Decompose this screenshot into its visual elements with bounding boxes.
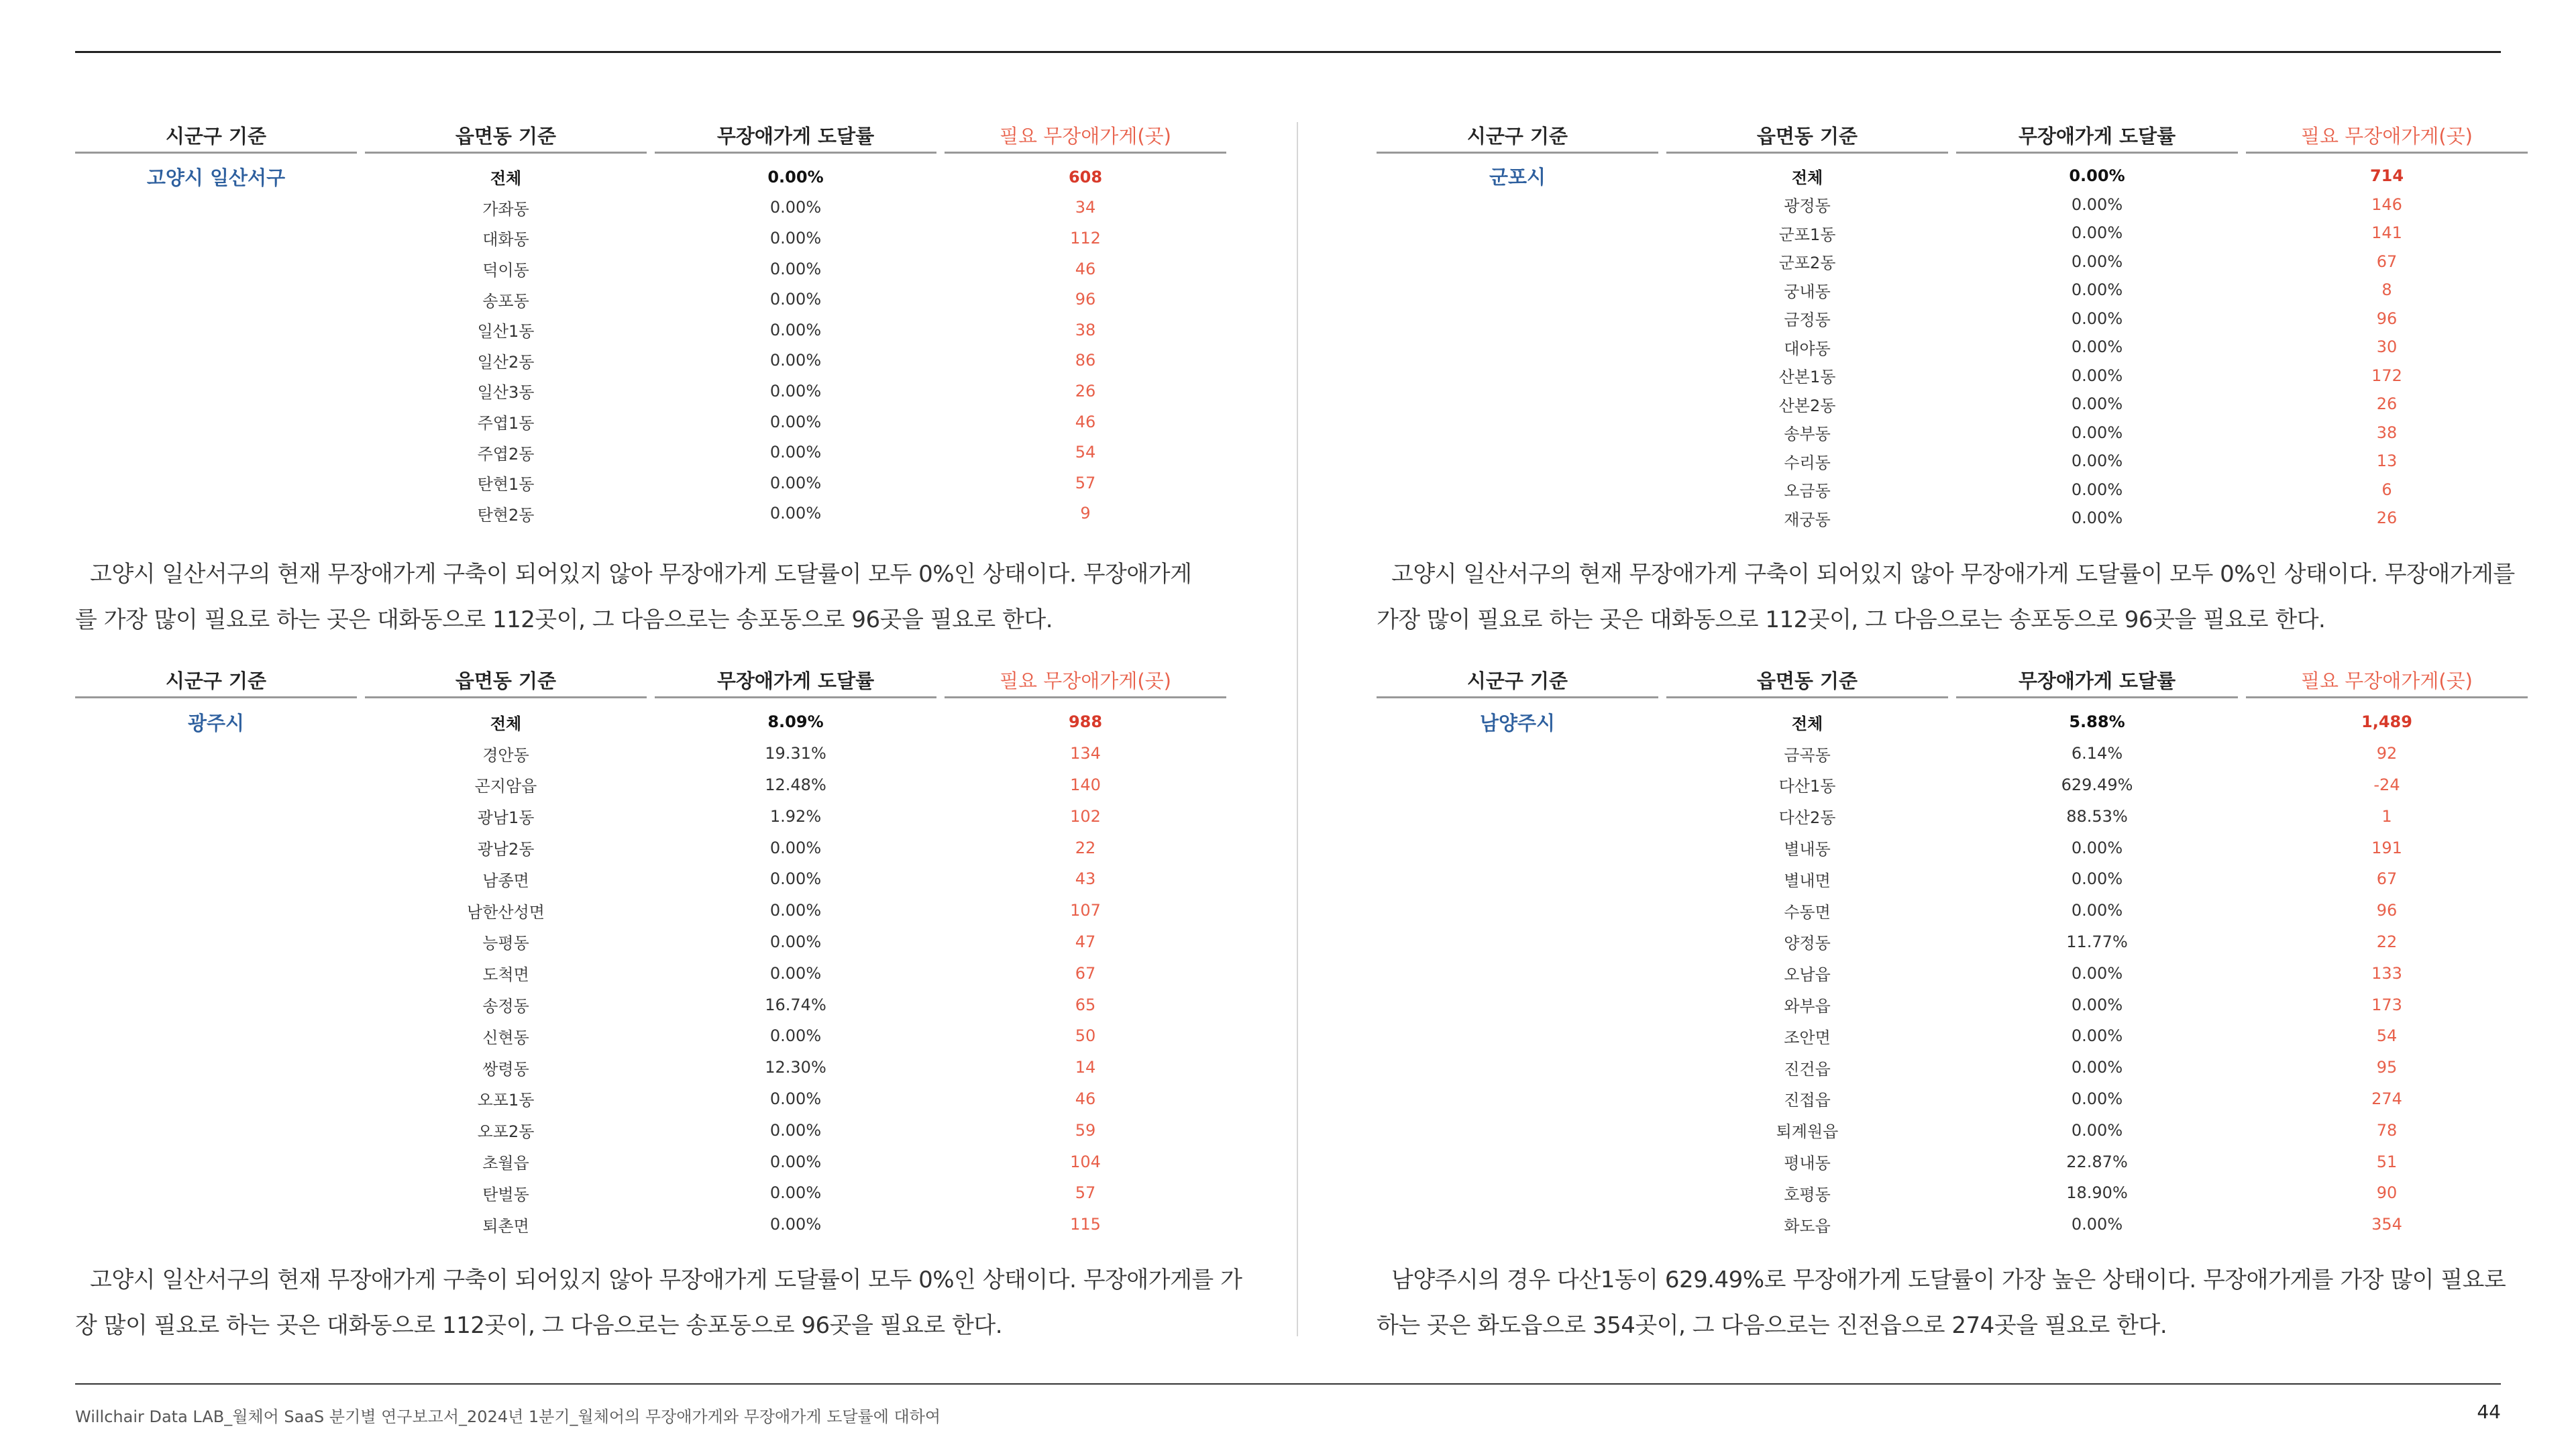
reach-rate: 0.00% — [769, 259, 822, 278]
paragraph-text: 고양시 일산서구의 현재 무장애가게 구축이 되어있지 않아 무장애가게 도달률이 모두 0%인 상태이다. 무장애가게를 가장 많이 필요로 하는 곳은 대화동으로 112곳이, 그 다음으로는 송포동으로 96곳을 필요로 한다. — [1377, 561, 2515, 633]
district-name: 일산3동 — [477, 383, 535, 402]
district-name: 군포1동 — [1778, 225, 1836, 244]
header-col1: 시군구 기준 — [1466, 124, 1568, 148]
needed-stores: 59 — [1075, 1120, 1096, 1140]
header-col4: 필요 무장애가게(곳) — [2301, 124, 2473, 148]
reach-rate: 12.30% — [765, 1058, 826, 1077]
table-row — [1377, 1020, 2529, 1052]
reach-rate: 0.00% — [2071, 995, 2123, 1014]
needed-stores: 102 — [1070, 806, 1101, 826]
table-row — [75, 1052, 1228, 1083]
table-row — [1377, 276, 2529, 305]
district-name: 광정동 — [1784, 197, 1831, 216]
needed-stores: 96 — [2376, 901, 2398, 920]
needed-stores: 112 — [1070, 228, 1101, 248]
header-col4: 필요 무장애가게(곳) — [2301, 669, 2473, 692]
table-row — [75, 957, 1228, 989]
reach-rate: 0.00% — [769, 504, 822, 523]
needed-stores: 146 — [2371, 195, 2402, 214]
district-name: 주엽1동 — [477, 414, 535, 433]
reach-rate: 0.00% — [769, 1152, 822, 1171]
reach-rate: 0.00% — [769, 869, 822, 889]
district-name: 일산1동 — [477, 322, 535, 341]
city-name: 남양주시 — [1479, 711, 1556, 735]
header-col3: 무장애가게 도달률 — [2018, 124, 2176, 148]
header-col2: 읍면동 기준 — [455, 669, 557, 692]
needed-stores: 67 — [2376, 252, 2398, 271]
header-underline — [945, 152, 1226, 154]
table-row — [75, 193, 1228, 223]
reach-rate: 19.31% — [765, 744, 826, 763]
table-header — [75, 118, 1228, 152]
header-underline — [2246, 152, 2528, 154]
reach-rate: 0.00% — [769, 1120, 822, 1140]
header-underline — [1956, 696, 2238, 698]
header-underline — [365, 152, 647, 154]
reach-rate: 0.00% — [769, 320, 822, 339]
district-name: 별내면 — [1784, 871, 1831, 890]
reach-rate: 0.00% — [2071, 423, 2123, 442]
reach-rate: 0.00% — [2071, 508, 2123, 528]
district-name: 남종면 — [482, 871, 529, 890]
reach-rate: 0.00% — [2071, 394, 2123, 414]
reach-rate: 0.00% — [769, 473, 822, 492]
district-name: 궁내동 — [1784, 282, 1831, 301]
reach-rate: 6.14% — [2071, 744, 2123, 763]
table-row — [1377, 832, 2529, 863]
table-row — [75, 437, 1228, 468]
needed-stores: 46 — [1075, 259, 1096, 278]
district-name: 평내동 — [1784, 1154, 1831, 1173]
needed-stores: 46 — [1075, 412, 1096, 431]
table-row — [1377, 362, 2529, 390]
reach-rate: 0.00% — [769, 932, 822, 951]
header-col1: 시군구 기준 — [165, 669, 267, 692]
reach-rate: 88.53% — [2066, 806, 2128, 826]
header-underlines — [1377, 696, 2529, 698]
paragraph-gwangju — [75, 1257, 1242, 1348]
needed-stores: 22 — [2376, 932, 2398, 951]
district-name: 남한산성면 — [467, 902, 545, 922]
top-rule — [75, 51, 2501, 53]
header-underline — [1666, 152, 1948, 154]
table-row — [75, 1083, 1228, 1115]
reach-rate: 0.00% — [769, 1215, 822, 1234]
table-row — [1377, 769, 2529, 801]
needed-stores: 95 — [2376, 1058, 2398, 1077]
needed-stores: 104 — [1070, 1152, 1101, 1171]
district-name: 도척면 — [482, 965, 529, 985]
header-underlines — [1377, 152, 2529, 154]
needed-stores: 65 — [1075, 995, 1096, 1014]
table-header — [1377, 118, 2529, 152]
district-name: 덕이동 — [482, 261, 529, 280]
reach-rate: 629.49% — [2061, 775, 2133, 794]
table-row — [1377, 1209, 2529, 1240]
needed-stores: 26 — [1075, 381, 1096, 400]
needed-stores: 1 — [2381, 806, 2392, 826]
needed-stores: 34 — [1075, 198, 1096, 217]
district-name: 군포2동 — [1778, 254, 1836, 273]
table-row — [75, 769, 1228, 801]
district-name: 송정동 — [482, 997, 529, 1016]
reach-rate: 0.00% — [769, 1089, 822, 1108]
city-name: 고양시 일산서구 — [146, 166, 286, 190]
table-row — [75, 1209, 1228, 1240]
district-name: 화도읍 — [1784, 1216, 1831, 1236]
reach-rate: 0.00% — [2071, 901, 2123, 920]
needed-stores: 107 — [1070, 901, 1101, 920]
needed-stores: 172 — [2371, 366, 2402, 385]
district-name: 전체 — [490, 714, 522, 733]
header-col3: 무장애가게 도달률 — [716, 124, 875, 148]
footer-title: Willchair Data LAB_월체어 SaaS 분기별 연구보고서_2024년 1분기_월체어의 무장애가게와 무장애가게 도달률에 대하여 — [75, 1407, 941, 1426]
table-row — [1377, 738, 2529, 769]
reach-rate: 1.92% — [769, 806, 822, 826]
district-name: 대화동 — [482, 230, 529, 250]
table-row-total — [1377, 706, 2529, 738]
reach-rate: 0.00% — [2071, 838, 2123, 857]
district-name: 주엽2동 — [477, 444, 535, 464]
needed-stores: 50 — [1075, 1026, 1096, 1046]
district-name: 산본1동 — [1778, 368, 1836, 387]
table-namyangju — [1377, 663, 2529, 1240]
district-name: 경안동 — [482, 745, 529, 765]
district-name: 곤지암읍 — [474, 777, 537, 796]
district-name: 쌍령동 — [482, 1059, 529, 1079]
district-name: 수동면 — [1784, 902, 1831, 922]
district-name: 진접읍 — [1784, 1091, 1831, 1110]
district-name: 탄벌동 — [482, 1185, 529, 1204]
needed-stores: 96 — [2376, 309, 2398, 328]
district-name: 조안면 — [1784, 1028, 1831, 1047]
paragraph-text: 고양시 일산서구의 현재 무장애가게 구축이 되어있지 않아 무장애가게 도달률이 모두 0%인 상태이다. 무장애가게를 가장 많이 필요로 하는 곳은 대화동으로 112곳이, 그 다음으로는 송포동으로 96곳을 필요로 한다. — [75, 1267, 1242, 1339]
needed-stores: 54 — [2376, 1026, 2398, 1046]
reach-rate: 0.00% — [769, 351, 822, 370]
district-name: 가좌동 — [482, 199, 529, 219]
reach-rate: 0.00% — [2071, 280, 2123, 300]
page-number: 44 — [2477, 1401, 2501, 1423]
table-row — [1377, 1083, 2529, 1115]
needed-stores: 9 — [1080, 504, 1091, 523]
reach-rate: 0.00% — [2069, 166, 2125, 186]
header-col1: 시군구 기준 — [1466, 669, 1568, 692]
reach-rate: 0.00% — [2071, 366, 2123, 385]
needed-stores: 6 — [2381, 480, 2392, 499]
header-col2: 읍면동 기준 — [1756, 669, 1858, 692]
table-row — [75, 468, 1228, 498]
district-name: 금곡동 — [1784, 745, 1831, 765]
reach-rate: 0.00% — [769, 412, 822, 431]
table-row — [75, 407, 1228, 437]
needed-stores: 354 — [2371, 1215, 2402, 1234]
table-row — [1377, 1052, 2529, 1083]
district-name: 금정동 — [1784, 311, 1831, 330]
header-underline — [2246, 696, 2528, 698]
reach-rate: 0.00% — [2071, 1215, 2123, 1234]
table-row — [1377, 926, 2529, 958]
header-underline — [75, 152, 357, 154]
header-underline — [75, 696, 357, 698]
table-row — [1377, 895, 2529, 926]
table-row — [75, 926, 1228, 958]
header-col1: 시군구 기준 — [165, 124, 267, 148]
reach-rate: 0.00% — [2071, 963, 2123, 983]
needed-stores: 191 — [2371, 838, 2402, 857]
reach-rate: 0.00% — [2071, 1026, 2123, 1046]
district-name: 호평동 — [1784, 1185, 1831, 1204]
district-name: 초월읍 — [482, 1154, 529, 1173]
table-row-total — [75, 706, 1228, 738]
needed-stores: 57 — [1075, 1183, 1096, 1203]
reach-rate: 0.00% — [767, 167, 824, 186]
reach-rate: 8.09% — [767, 712, 824, 732]
district-name: 신현동 — [482, 1028, 529, 1047]
table-goyang-ilsanseo — [75, 118, 1228, 529]
reach-rate: 0.00% — [2071, 223, 2123, 243]
table-row — [1377, 305, 2529, 333]
header-underline — [1377, 696, 1658, 698]
reach-rate: 18.90% — [2066, 1183, 2128, 1203]
bottom-rule — [75, 1383, 2501, 1385]
needed-stores: 67 — [2376, 869, 2398, 889]
district-name: 산본2동 — [1778, 396, 1836, 415]
header-col2: 읍면동 기준 — [1756, 124, 1858, 148]
header-underline — [945, 696, 1226, 698]
needed-stores: 1,489 — [2361, 712, 2412, 732]
needed-stores: 38 — [1075, 320, 1096, 339]
header-underlines — [75, 152, 1228, 154]
reach-rate: 11.77% — [2066, 932, 2128, 951]
district-name: 전체 — [1791, 168, 1823, 187]
reach-rate: 0.00% — [769, 198, 822, 217]
needed-stores: 13 — [2376, 451, 2398, 471]
reach-rate: 0.00% — [2071, 451, 2123, 471]
reach-rate: 0.00% — [769, 1026, 822, 1046]
column-divider — [1297, 122, 1298, 1336]
district-name: 수리동 — [1784, 453, 1831, 472]
district-name: 송포동 — [482, 291, 529, 311]
paragraph-namyangju — [1377, 1257, 2529, 1348]
reach-rate: 5.88% — [2069, 712, 2125, 732]
district-name: 전체 — [1791, 714, 1823, 733]
reach-rate: 0.00% — [769, 901, 822, 920]
district-name: 탄현1동 — [477, 475, 535, 494]
table-row — [75, 1020, 1228, 1052]
needed-stores: 92 — [2376, 744, 2398, 763]
header-underlines — [75, 696, 1228, 698]
table-row — [1377, 476, 2529, 504]
reach-rate: 0.00% — [2071, 252, 2123, 271]
district-name: 오남읍 — [1784, 965, 1831, 985]
header-col4: 필요 무장애가게(곳) — [1000, 669, 1171, 692]
reach-rate: 0.00% — [769, 228, 822, 248]
table-row-total — [1377, 162, 2529, 191]
needed-stores: 173 — [2371, 995, 2402, 1014]
reach-rate: 0.00% — [2071, 869, 2123, 889]
reach-rate: 0.00% — [2071, 309, 2123, 328]
table-row — [75, 223, 1228, 254]
needed-stores: 608 — [1068, 167, 1103, 186]
table-row — [75, 376, 1228, 407]
district-name: 오금동 — [1784, 482, 1831, 501]
header-underline — [1666, 696, 1948, 698]
table-row — [1377, 1177, 2529, 1209]
table-gunpo — [1377, 118, 2529, 533]
reach-rate: 0.00% — [2071, 337, 2123, 357]
header-col2: 읍면동 기준 — [455, 124, 557, 148]
table-row — [75, 895, 1228, 926]
needed-stores: 51 — [2376, 1152, 2398, 1171]
table-row — [1377, 419, 2529, 447]
needed-stores: 78 — [2376, 1120, 2398, 1140]
needed-stores: 714 — [2369, 166, 2404, 186]
needed-stores: 90 — [2376, 1183, 2398, 1203]
needed-stores: 134 — [1070, 744, 1101, 763]
district-name: 오포1동 — [477, 1091, 535, 1110]
table-row — [75, 1177, 1228, 1209]
reach-rate: 16.74% — [765, 995, 826, 1014]
table-gwangju — [75, 663, 1228, 1240]
needed-stores: 43 — [1075, 869, 1096, 889]
needed-stores: 54 — [1075, 443, 1096, 462]
district-name: 능평동 — [482, 934, 529, 953]
needed-stores: 141 — [2371, 223, 2402, 243]
table-row — [1377, 863, 2529, 895]
header-underline — [655, 152, 936, 154]
reach-rate: 0.00% — [2071, 195, 2123, 214]
district-name: 와부읍 — [1784, 997, 1831, 1016]
reach-rate: 0.00% — [769, 1183, 822, 1203]
needed-stores: 26 — [2376, 508, 2398, 528]
district-name: 다산2동 — [1778, 808, 1836, 828]
header-col3: 무장애가게 도달률 — [2018, 669, 2176, 692]
table-row — [1377, 1146, 2529, 1177]
table-row — [75, 738, 1228, 769]
table-row — [1377, 447, 2529, 476]
needed-stores: 46 — [1075, 1089, 1096, 1108]
paragraph-text: 고양시 일산서구의 현재 무장애가게 구축이 되어있지 않아 무장애가게 도달률이 모두 0%인 상태이다. 무장애가게를 가장 많이 필요로 하는 곳은 대화동으로 112곳이, 그 다음으로는 송포동으로 96곳을 필요로 한다. — [75, 561, 1192, 633]
header-underline — [1956, 152, 2238, 154]
table-row — [1377, 333, 2529, 362]
table-row — [75, 254, 1228, 284]
paragraph-text: 남양주시의 경우 다산1동이 629.49%로 무장애가게 도달률이 가장 높은 상태이다. 무장애가게를 가장 많이 필요로 하는 곳은 화도읍으로 354곳이, 그 다음으로는 진전읍으로 274곳을 필요로 한다. — [1377, 1267, 2506, 1339]
table-row — [1377, 957, 2529, 989]
paragraph-goyang-ilsanseo — [75, 551, 1202, 643]
district-name: 광남1동 — [477, 808, 535, 828]
table-row — [1377, 504, 2529, 533]
table-row — [1377, 219, 2529, 248]
needed-stores: 96 — [1075, 290, 1096, 309]
table-row — [75, 498, 1228, 529]
reach-rate: 0.00% — [769, 838, 822, 857]
table-row — [1377, 989, 2529, 1020]
district-name: 다산1동 — [1778, 777, 1836, 796]
reach-rate: 22.87% — [2066, 1152, 2128, 1171]
paragraph-gunpo — [1377, 551, 2529, 643]
header-col4: 필요 무장애가게(곳) — [1000, 124, 1171, 148]
needed-stores: 57 — [1075, 473, 1096, 492]
district-name: 대야동 — [1784, 339, 1831, 358]
reach-rate: 0.00% — [2071, 1058, 2123, 1077]
table-row — [75, 1114, 1228, 1146]
header-underline — [655, 696, 936, 698]
needed-stores: 47 — [1075, 932, 1096, 951]
district-name: 전체 — [490, 169, 522, 189]
table-row — [75, 832, 1228, 863]
needed-stores: -24 — [2373, 775, 2400, 794]
reach-rate: 0.00% — [2071, 480, 2123, 499]
needed-stores: 86 — [1075, 351, 1096, 370]
table-row — [1377, 248, 2529, 276]
header-underline — [1377, 152, 1658, 154]
needed-stores: 115 — [1070, 1215, 1101, 1234]
district-name: 탄현2동 — [477, 505, 535, 525]
district-name: 광남2동 — [477, 840, 535, 859]
needed-stores: 38 — [2376, 423, 2398, 442]
table-row — [75, 345, 1228, 376]
district-name: 송부동 — [1784, 425, 1831, 444]
needed-stores: 140 — [1070, 775, 1101, 794]
district-name: 별내동 — [1784, 840, 1831, 859]
needed-stores: 133 — [2371, 963, 2402, 983]
needed-stores: 8 — [2381, 280, 2392, 300]
city-name: 광주시 — [187, 711, 245, 735]
table-row — [1377, 390, 2529, 419]
table-row — [1377, 1114, 2529, 1146]
table-row — [75, 863, 1228, 895]
reach-rate: 0.00% — [769, 963, 822, 983]
needed-stores: 67 — [1075, 963, 1096, 983]
table-header — [1377, 663, 2529, 696]
table-row — [75, 989, 1228, 1020]
needed-stores: 26 — [2376, 394, 2398, 414]
table-row — [75, 284, 1228, 315]
table-row-total — [75, 162, 1228, 193]
table-row — [75, 315, 1228, 345]
table-row — [75, 1146, 1228, 1177]
city-name: 군포시 — [1489, 165, 1546, 189]
reach-rate: 0.00% — [769, 443, 822, 462]
district-name: 진건읍 — [1784, 1059, 1831, 1079]
needed-stores: 30 — [2376, 337, 2398, 357]
header-underline — [365, 696, 647, 698]
header-col3: 무장애가게 도달률 — [716, 669, 875, 692]
table-row — [1377, 191, 2529, 219]
needed-stores: 988 — [1068, 712, 1103, 732]
table-header — [75, 663, 1228, 696]
district-name: 일산2동 — [477, 352, 535, 372]
district-name: 퇴촌면 — [482, 1216, 529, 1236]
district-name: 오포2동 — [477, 1122, 535, 1142]
needed-stores: 22 — [1075, 838, 1096, 857]
district-name: 퇴계원읍 — [1776, 1122, 1839, 1142]
needed-stores: 14 — [1075, 1058, 1096, 1077]
table-row — [75, 800, 1228, 832]
reach-rate: 0.00% — [769, 290, 822, 309]
district-name: 양정동 — [1784, 934, 1831, 953]
table-row — [1377, 800, 2529, 832]
reach-rate: 0.00% — [769, 381, 822, 400]
reach-rate: 0.00% — [2071, 1089, 2123, 1108]
reach-rate: 0.00% — [2071, 1120, 2123, 1140]
district-name: 재궁동 — [1784, 510, 1831, 529]
needed-stores: 274 — [2371, 1089, 2402, 1108]
reach-rate: 12.48% — [765, 775, 826, 794]
